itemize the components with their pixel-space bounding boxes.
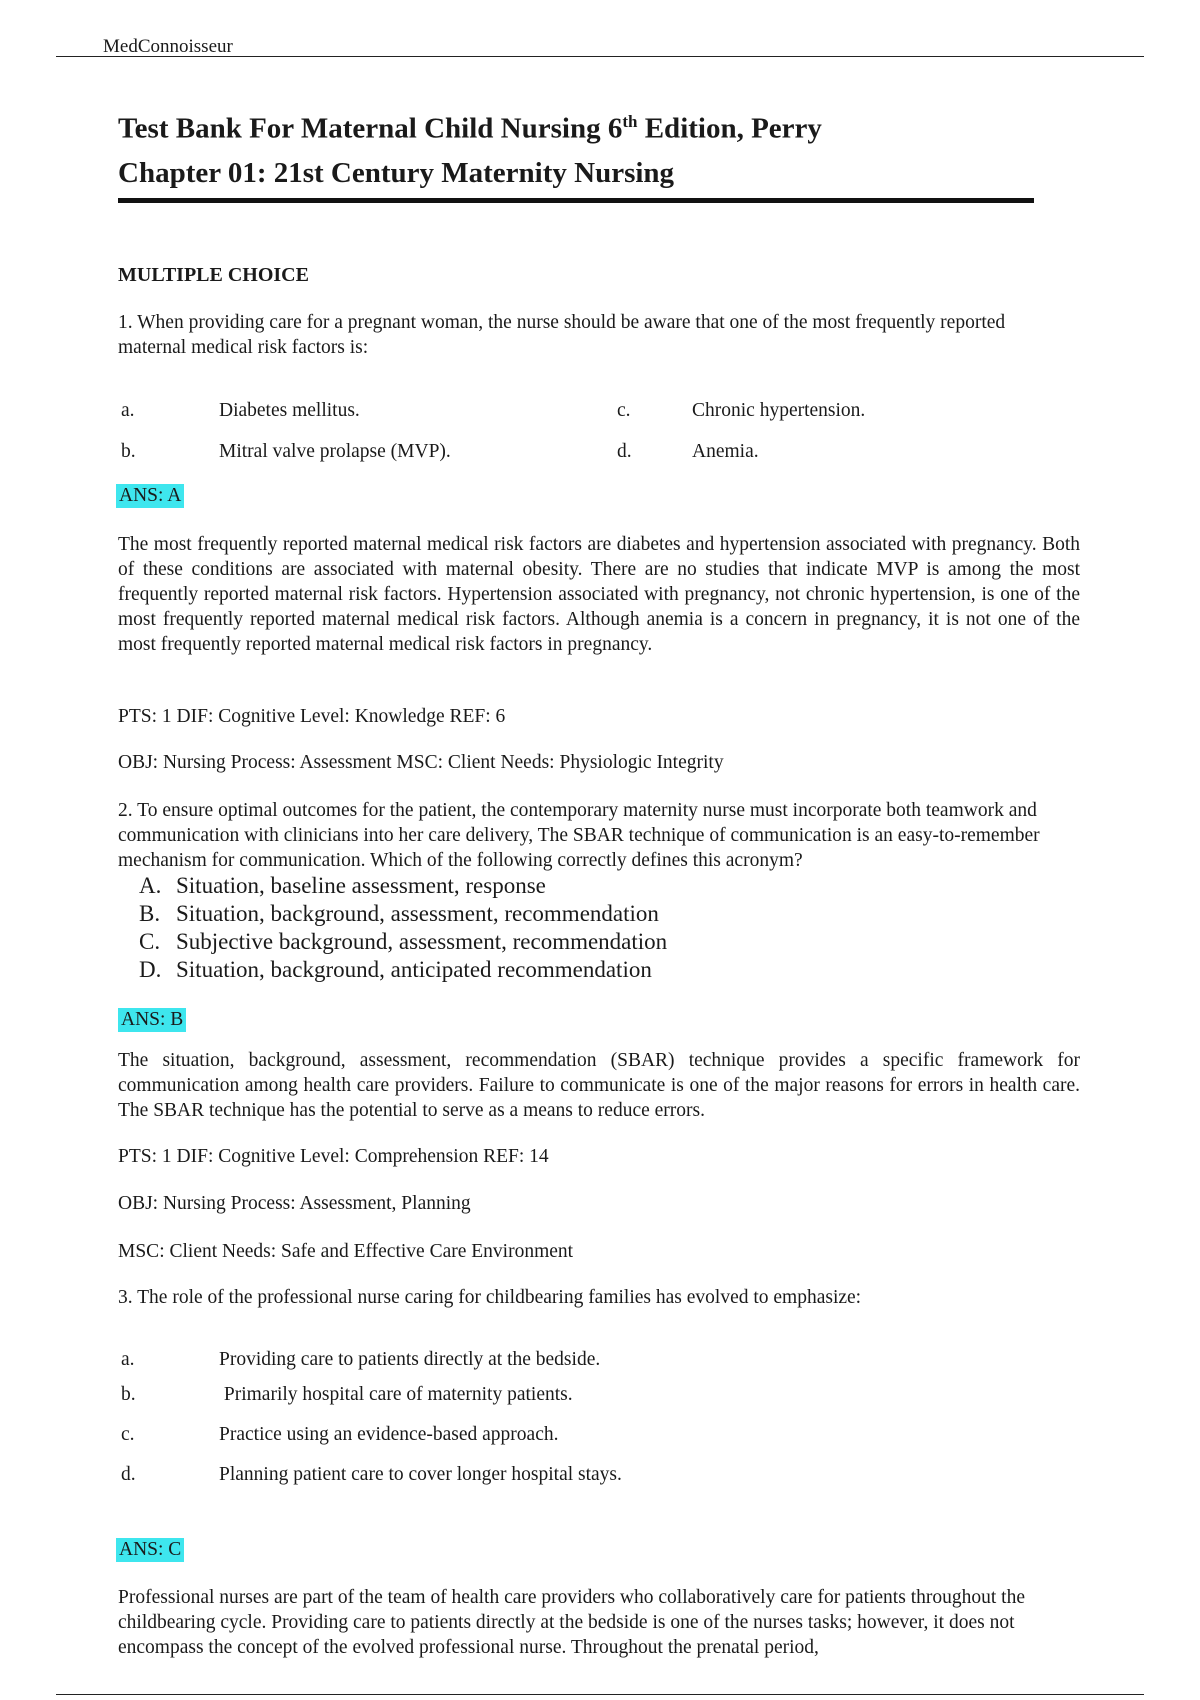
q2-option-c [139, 928, 667, 956]
q2-option-a-text: Situation, baseline assessment, response [176, 873, 546, 898]
q3-answer-badge: ANS: C [116, 1538, 184, 1562]
q2-option-a-letter: A. [139, 873, 162, 898]
q2-answer-badge: ANS: B [118, 1008, 186, 1032]
q2-rationale: The situation, background, assessment, recommendation (SBAR) technique provides a specific framework for communication among health care providers. Failure to communicate is one of the major reasons for errors in health care. The SBAR technique has the potential to serve as a means to reduce errors. [118, 1050, 1080, 1121]
q3-option-b: Primarily hospital care of maternity patients. [219, 1384, 573, 1405]
q2-option-c-text: Subjective background, assessment, recommendation [176, 929, 668, 954]
footer-rule [56, 1694, 1144, 1695]
q1-option-a: Diabetes mellitus. [219, 400, 360, 421]
q1-option-d-letter: d. [617, 441, 632, 462]
q1-option-c: Chronic hypertension. [692, 400, 866, 421]
q3-rationale: Professional nurses are part of the team of health care providers who collaboratively care for patients throughout the childbearing cycle. Providing care to patients directly at the bedside is one of the nurses tasks; however, it does not encompass the concept of the evolved professional nurse. Throughout the prenatal period, [118, 1587, 1025, 1658]
q1-option-c-letter: c. [617, 400, 631, 421]
q2-option-d [139, 956, 667, 984]
q3-option-a: Providing care to patients directly at the bedside. [219, 1349, 601, 1370]
q1-option-d: Anemia. [692, 441, 759, 462]
q1-option-b-letter: b. [121, 441, 136, 462]
document-title [118, 112, 822, 146]
q1-rationale: The most frequently reported maternal medical risk factors are diabetes and hypertension associated with pregnancy. Both of these conditions are associated with maternal obesity. There are no studies that indicate MVP is among the most frequently reported maternal risk factors. Hypertension associated with pregnancy, not chronic hypertension, is one of the most frequently reported maternal medical risk factors. Although anemia is a concern in pregnancy, it is not one of the most frequently reported maternal medical risk factors in pregnancy. [118, 534, 1080, 655]
q2-option-c-letter: C. [139, 929, 161, 954]
q2-meta-pts: PTS: 1 DIF: Cognitive Level: Comprehension REF: 14 [118, 1146, 549, 1167]
q1-answer-badge: ANS: A [116, 484, 184, 508]
q3-option-c: Practice using an evidence-based approach. [219, 1424, 559, 1445]
q1-option-a-letter: a. [121, 400, 135, 421]
title-superscript: th [622, 112, 638, 131]
title-line1-suffix: Edition, Perry [637, 112, 822, 145]
q2-meta-obj: OBJ: Nursing Process: Assessment, Planning [118, 1193, 471, 1214]
q1-option-b: Mitral valve prolapse (MVP). [219, 441, 451, 462]
q2-options-list [139, 872, 667, 984]
q2-meta-msc: MSC: Client Needs: Safe and Effective Care Environment [118, 1241, 574, 1262]
title-line1-text: Test Bank For Maternal Child Nursing 6 [118, 112, 623, 145]
chapter-title: Chapter 01: 21st Century Maternity Nursing [118, 157, 675, 189]
q2-option-b-letter: B. [139, 901, 161, 926]
q1-meta-pts: PTS: 1 DIF: Cognitive Level: Knowledge REF: 6 [118, 706, 506, 727]
q2-option-d-text: Situation, background, anticipated recommendation [176, 957, 652, 982]
q3-option-d-letter: d. [121, 1464, 136, 1485]
question-3-stem: 3. The role of the professional nurse caring for childbearing families has evolved to emphasize: [118, 1287, 862, 1308]
question-2-stem: 2. To ensure optimal outcomes for the patient, the contemporary maternity nurse must incorporate both teamwork and communication with clinicians into her care delivery, The SBAR technique of communication is an easy-to-remember mechanism for communication. Which of the following correctly defines this acronym? [118, 800, 1040, 871]
q3-option-c-letter: c. [121, 1424, 135, 1445]
q2-option-a [139, 872, 667, 900]
header-rule [56, 56, 1144, 57]
question-1-stem: 1. When providing care for a pregnant woman, the nurse should be aware that one of the most frequently reported maternal medical risk factors is: [118, 312, 1006, 358]
q3-option-b-letter: b. [121, 1384, 136, 1405]
q2-option-b-text: Situation, background, assessment, recommendation [176, 901, 659, 926]
site-name: MedConnoisseur [103, 36, 233, 57]
q2-option-b [139, 900, 667, 928]
q2-option-d-letter: D. [139, 957, 162, 982]
q3-option-a-letter: a. [121, 1349, 135, 1370]
q1-meta-obj: OBJ: Nursing Process: Assessment MSC: Client Needs: Physiologic Integrity [118, 752, 724, 773]
title-rule [118, 198, 1034, 203]
q3-option-d: Planning patient care to cover longer hospital stays. [219, 1464, 622, 1485]
section-heading: MULTIPLE CHOICE [118, 264, 309, 286]
